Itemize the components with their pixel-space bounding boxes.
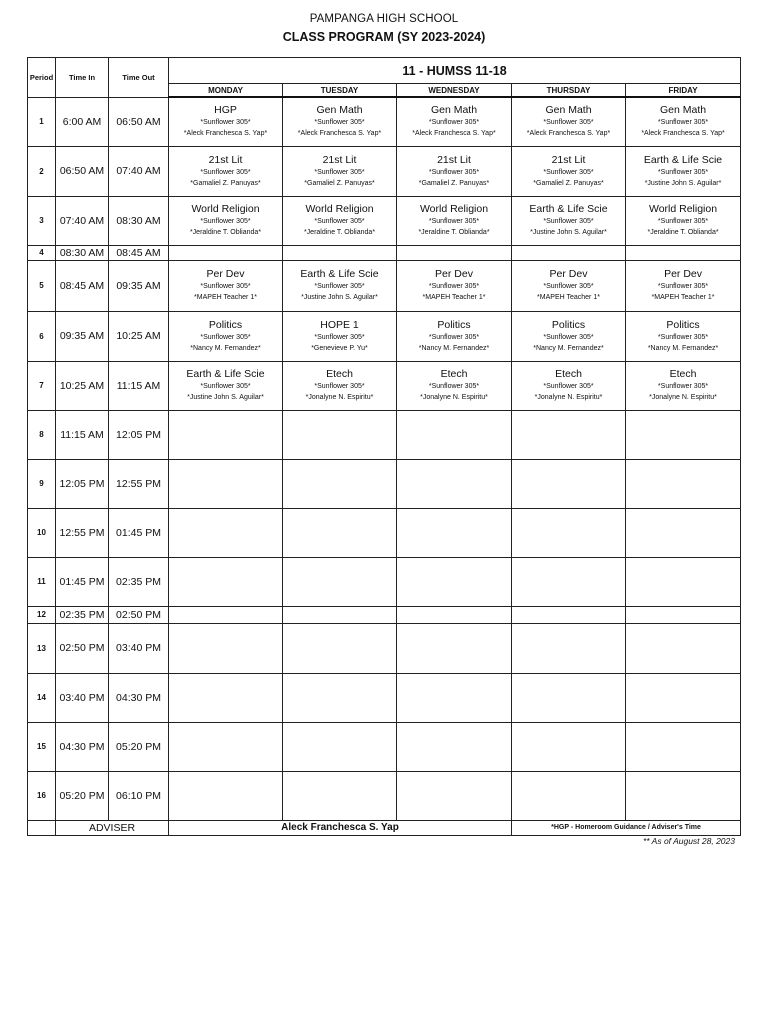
period-row: [28, 673, 741, 722]
schedule-cell-friday: [626, 508, 741, 557]
period-number: 15: [28, 722, 56, 771]
teacher-name: *Justine John S. Aguilar*: [301, 294, 378, 301]
schedule-cell-tuesday: [283, 771, 397, 820]
teacher-name: *Justine John S. Aguilar*: [187, 394, 264, 401]
subject-name: Earth & Life Scie: [643, 153, 723, 166]
schedule-cell-thursday: [512, 245, 626, 260]
schedule-cell-friday: [626, 196, 741, 245]
room-name: *Sunflower 305*: [428, 333, 480, 341]
col-header-time-in: Time In: [56, 58, 109, 98]
teacher-name: *Jonalyne N. Espiritu*: [420, 394, 488, 401]
subject-name: Gen Math: [545, 104, 592, 117]
subject-name: Gen Math: [430, 104, 478, 117]
schedule-cell-wednesday: [397, 623, 512, 673]
schedule-cell-tuesday: [283, 557, 397, 606]
period-row: [28, 557, 741, 606]
schedule-cell-wednesday: [397, 361, 512, 410]
schedule-cell-tuesday: [283, 361, 397, 410]
schedule-cell-friday: [626, 410, 741, 459]
schedule-cell-tuesday: [283, 410, 397, 459]
schedule-cell-wednesday: [397, 311, 512, 361]
period-row: [28, 245, 741, 260]
subject-name: 21st Lit: [437, 153, 471, 166]
subject-name: Per Dev: [549, 268, 588, 280]
schedule-cell-tuesday: [283, 311, 397, 361]
subject-name: Earth & Life Scie: [300, 268, 379, 280]
time-in: 02:35 PM: [56, 606, 109, 623]
subject-name: Etech: [326, 368, 353, 380]
school-name: PAMPANGA HIGH SCHOOL: [309, 13, 459, 25]
teacher-name: *MAPEH Teacher 1*: [194, 294, 257, 301]
schedule-cell-monday: [169, 459, 283, 508]
teacher-name: *Aleck Franchesca S. Yap*: [641, 130, 725, 138]
schedule-cell-wednesday: [397, 673, 512, 722]
teacher-name: *Gamaliel Z. Panuyas*: [304, 179, 375, 187]
period-number: 8: [28, 410, 56, 459]
time-out: 03:40 PM: [109, 623, 169, 673]
time-out: 06:50 AM: [109, 97, 169, 146]
room-name: *Sunflower 305*: [543, 218, 594, 225]
period-number: 2: [28, 146, 56, 196]
time-in: 05:20 PM: [56, 771, 109, 820]
schedule-cell-friday: [626, 260, 741, 311]
room-name: *Sunflower 305*: [657, 383, 709, 390]
period-number: 1: [28, 97, 56, 146]
room-name: *Sunflower 305*: [314, 168, 365, 176]
schedule-cell-monday: [169, 623, 283, 673]
period-number: 9: [28, 459, 56, 508]
adviser-blank-cell: [28, 820, 56, 835]
teacher-name: *Jeraldine T. Oblianda*: [189, 229, 262, 236]
subject-name: HOPE 1: [320, 318, 359, 331]
subject-name: HGP: [214, 104, 237, 117]
room-name: *Sunflower 305*: [543, 119, 594, 127]
schedule-cell-tuesday: [283, 146, 397, 196]
subject-name: World Religion: [419, 203, 489, 215]
room-name: *Sunflower 305*: [543, 283, 594, 290]
schedule-cell-monday: [169, 673, 283, 722]
subject-name: Politics: [437, 318, 471, 331]
adviser-row: [28, 820, 741, 835]
period-row: [28, 623, 741, 673]
schedule-cell-wednesday: [397, 245, 512, 260]
time-out: 01:45 PM: [109, 508, 169, 557]
subject-name: Etech: [440, 368, 468, 380]
time-in: 08:45 AM: [56, 260, 109, 311]
schedule-cell-thursday: [512, 260, 626, 311]
schedule-cell-friday: [626, 311, 741, 361]
subject-name: Gen Math: [316, 104, 363, 117]
time-in: 08:30 AM: [56, 245, 109, 260]
schedule-cell-tuesday: [283, 196, 397, 245]
as-of-date: ** As of August 28, 2023: [643, 836, 735, 846]
schedule-cell-thursday: [512, 410, 626, 459]
schedule-cell-thursday: [512, 623, 626, 673]
time-out: 02:50 PM: [109, 606, 169, 623]
period-row: [28, 311, 741, 361]
room-name: *Sunflower 305*: [200, 333, 251, 341]
subject-name: Politics: [208, 318, 243, 331]
teacher-name: *Justine John S. Aguilar*: [644, 179, 722, 187]
schedule-cell-friday: [626, 606, 741, 623]
time-in: 10:25 AM: [56, 361, 109, 410]
time-in: 07:40 AM: [56, 196, 109, 245]
adviser-label: ADVISER: [56, 820, 169, 835]
schedule-cell-thursday: [512, 311, 626, 361]
subject-name: World Religion: [305, 203, 374, 215]
room-name: *Sunflower 305*: [200, 119, 251, 127]
time-in: 12:05 PM: [56, 459, 109, 508]
room-name: *Sunflower 305*: [200, 218, 251, 225]
room-name: *Sunflower 305*: [657, 168, 709, 176]
period-row: [28, 196, 741, 245]
schedule-cell-monday: [169, 196, 283, 245]
schedule-cell-monday: [169, 771, 283, 820]
schedule-cell-friday: [626, 557, 741, 606]
schedule-cell-monday: [169, 361, 283, 410]
document-title: CLASS PROGRAM (SY 2023-2024): [282, 30, 486, 44]
subject-name: Etech: [669, 368, 697, 380]
schedule-cell-friday: [626, 245, 741, 260]
subject-name: 21st Lit: [208, 153, 243, 166]
period-number: 3: [28, 196, 56, 245]
schedule-cell-thursday: [512, 606, 626, 623]
room-name: *Sunflower 305*: [657, 283, 709, 290]
time-in: 09:35 AM: [56, 311, 109, 361]
period-row: [28, 508, 741, 557]
schedule-cell-thursday: [512, 557, 626, 606]
room-name: *Sunflower 305*: [657, 119, 709, 127]
teacher-name: *Aleck Franchesca S. Yap*: [526, 130, 611, 138]
period-row: [28, 722, 741, 771]
schedule-cell-friday: [626, 97, 741, 146]
teacher-name: *Gamaliel Z. Panuyas*: [418, 179, 490, 187]
period-number: 7: [28, 361, 56, 410]
subject-name: Politics: [666, 318, 700, 331]
subject-name: Politics: [551, 318, 586, 331]
period-number: 12: [28, 606, 56, 623]
schedule-cell-friday: [626, 771, 741, 820]
schedule-cell-wednesday: [397, 771, 512, 820]
room-name: *Sunflower 305*: [428, 168, 480, 176]
period-number: 16: [28, 771, 56, 820]
teacher-name: *MAPEH Teacher 1*: [537, 294, 600, 301]
room-name: *Sunflower 305*: [428, 283, 480, 290]
schedule-cell-wednesday: [397, 146, 512, 196]
time-out: 06:10 PM: [109, 771, 169, 820]
schedule-cell-wednesday: [397, 410, 512, 459]
schedule-cell-wednesday: [397, 722, 512, 771]
schedule-cell-friday: [626, 459, 741, 508]
period-row: [28, 97, 741, 146]
schedule-cell-thursday: [512, 459, 626, 508]
schedule-cell-wednesday: [397, 260, 512, 311]
room-name: *Sunflower 305*: [428, 119, 480, 127]
room-name: *Sunflower 305*: [314, 333, 365, 341]
schedule-cell-tuesday: [283, 97, 397, 146]
subject-name: Gen Math: [659, 104, 707, 117]
schedule-body: [28, 97, 741, 820]
col-header-period: Period: [28, 58, 56, 98]
subject-name: Etech: [555, 368, 582, 380]
teacher-name: *Jeraldine T. Oblianda*: [647, 229, 719, 236]
schedule-cell-friday: [626, 673, 741, 722]
schedule-cell-wednesday: [397, 606, 512, 623]
room-name: *Sunflower 305*: [314, 119, 365, 127]
room-name: *Sunflower 305*: [314, 218, 365, 225]
schedule-cell-wednesday: [397, 459, 512, 508]
time-out: 08:30 AM: [109, 196, 169, 245]
period-number: 5: [28, 260, 56, 311]
subject-name: Per Dev: [435, 268, 473, 280]
teacher-name: *Jonalyne N. Espiritu*: [534, 394, 603, 401]
period-row: [28, 771, 741, 820]
time-in: 11:15 AM: [56, 410, 109, 459]
time-out: 07:40 AM: [109, 146, 169, 196]
room-name: *Sunflower 305*: [657, 218, 709, 225]
schedule-cell-tuesday: [283, 508, 397, 557]
subject-name: Earth & Life Scie: [529, 203, 608, 215]
period-row: [28, 361, 741, 410]
schedule-cell-wednesday: [397, 196, 512, 245]
time-out: 11:15 AM: [109, 361, 169, 410]
schedule-cell-monday: [169, 606, 283, 623]
teacher-name: *Justine John S. Aguilar*: [530, 229, 607, 236]
room-name: *Sunflower 305*: [543, 168, 594, 176]
time-out: 05:20 PM: [109, 722, 169, 771]
room-name: *Sunflower 305*: [657, 333, 709, 341]
time-in: 02:50 PM: [56, 623, 109, 673]
schedule-cell-friday: [626, 361, 741, 410]
time-out: 02:35 PM: [109, 557, 169, 606]
subject-name: Per Dev: [206, 268, 245, 280]
subject-name: 21st Lit: [551, 153, 586, 166]
schedule-cell-monday: [169, 97, 283, 146]
period-number: 14: [28, 673, 56, 722]
schedule-cell-tuesday: [283, 722, 397, 771]
class-schedule-table: [27, 57, 741, 836]
room-name: *Sunflower 305*: [200, 383, 251, 390]
teacher-name: *Aleck Franchesca S. Yap*: [412, 130, 496, 138]
room-name: *Sunflower 305*: [200, 283, 251, 290]
schedule-cell-wednesday: [397, 97, 512, 146]
teacher-name: *Jeraldine T. Oblianda*: [418, 229, 490, 236]
time-in: 06:50 AM: [56, 146, 109, 196]
period-row: [28, 260, 741, 311]
day-header-wednesday: WEDNESDAY: [397, 84, 512, 98]
teacher-name: *Nancy M. Fernandez*: [533, 344, 604, 352]
time-in: 03:40 PM: [56, 673, 109, 722]
schedule-cell-monday: [169, 508, 283, 557]
day-header-thursday: THURSDAY: [512, 84, 626, 98]
schedule-cell-monday: [169, 557, 283, 606]
schedule-cell-monday: [169, 260, 283, 311]
schedule-cell-tuesday: [283, 245, 397, 260]
schedule-cell-thursday: [512, 722, 626, 771]
period-number: 4: [28, 245, 56, 260]
room-name: *Sunflower 305*: [314, 383, 365, 390]
teacher-name: *Gamaliel Z. Panuyas*: [190, 179, 261, 187]
day-header-friday: FRIDAY: [626, 84, 741, 98]
day-header-monday: MONDAY: [169, 84, 283, 98]
schedule-cell-tuesday: [283, 606, 397, 623]
schedule-cell-thursday: [512, 508, 626, 557]
period-row: [28, 606, 741, 623]
teacher-name: *Jonalyne N. Espiritu*: [649, 394, 717, 401]
time-in: 12:55 PM: [56, 508, 109, 557]
section-title: 11 - HUMSS 11-18: [169, 58, 741, 84]
schedule-cell-wednesday: [397, 508, 512, 557]
schedule-cell-friday: [626, 722, 741, 771]
subject-name: 21st Lit: [322, 153, 357, 166]
teacher-name: *Nancy M. Fernandez*: [190, 344, 261, 352]
schedule-cell-tuesday: [283, 673, 397, 722]
room-name: *Sunflower 305*: [200, 168, 251, 176]
teacher-name: *MAPEH Teacher 1*: [422, 294, 486, 301]
schedule-cell-thursday: [512, 673, 626, 722]
teacher-name: *Jeraldine T. Oblianda*: [303, 229, 376, 236]
teacher-name: *Jonalyne N. Espiritu*: [305, 394, 374, 401]
period-row: [28, 410, 741, 459]
time-out: 10:25 AM: [109, 311, 169, 361]
schedule-cell-thursday: [512, 146, 626, 196]
teacher-name: *Genevieve P. Yu*: [311, 344, 368, 352]
period-number: 6: [28, 311, 56, 361]
schedule-cell-thursday: [512, 361, 626, 410]
period-row: [28, 459, 741, 508]
schedule-cell-monday: [169, 410, 283, 459]
time-out: 08:45 AM: [109, 245, 169, 260]
time-out: 12:05 PM: [109, 410, 169, 459]
schedule-cell-friday: [626, 623, 741, 673]
schedule-cell-thursday: [512, 771, 626, 820]
schedule-cell-tuesday: [283, 459, 397, 508]
col-header-time-out: Time Out: [109, 58, 169, 98]
time-out: 09:35 AM: [109, 260, 169, 311]
hgp-note: *HGP - Homeroom Guidance / Adviser's Time: [512, 820, 741, 835]
schedule-cell-friday: [626, 146, 741, 196]
subject-name: Per Dev: [664, 268, 702, 280]
schedule-cell-monday: [169, 245, 283, 260]
period-number: 11: [28, 557, 56, 606]
teacher-name: *MAPEH Teacher 1*: [651, 294, 715, 301]
period-number: 13: [28, 623, 56, 673]
room-name: *Sunflower 305*: [543, 333, 594, 341]
teacher-name: *Aleck Franchesca S. Yap*: [297, 130, 382, 138]
schedule-cell-monday: [169, 146, 283, 196]
schedule-cell-monday: [169, 311, 283, 361]
schedule-cell-tuesday: [283, 623, 397, 673]
schedule-cell-thursday: [512, 97, 626, 146]
teacher-name: *Nancy M. Fernandez*: [647, 344, 719, 352]
teacher-name: *Nancy M. Fernandez*: [418, 344, 490, 352]
subject-name: Earth & Life Scie: [186, 368, 265, 380]
time-in: 04:30 PM: [56, 722, 109, 771]
time-in: 6:00 AM: [56, 97, 109, 146]
room-name: *Sunflower 305*: [428, 383, 480, 390]
adviser-name: Aleck Franchesca S. Yap: [169, 820, 512, 835]
subject-name: World Religion: [191, 203, 260, 215]
schedule-cell-wednesday: [397, 557, 512, 606]
teacher-name: *Aleck Franchesca S. Yap*: [183, 130, 268, 138]
time-in: 01:45 PM: [56, 557, 109, 606]
subject-name: World Religion: [648, 203, 718, 215]
teacher-name: *Gamaliel Z. Panuyas*: [533, 179, 604, 187]
day-header-tuesday: TUESDAY: [283, 84, 397, 98]
room-name: *Sunflower 305*: [543, 383, 594, 390]
time-out: 12:55 PM: [109, 459, 169, 508]
schedule-cell-monday: [169, 722, 283, 771]
schedule-cell-thursday: [512, 196, 626, 245]
room-name: *Sunflower 305*: [314, 283, 365, 290]
schedule-cell-tuesday: [283, 260, 397, 311]
room-name: *Sunflower 305*: [428, 218, 480, 225]
period-number: 10: [28, 508, 56, 557]
period-row: [28, 146, 741, 196]
time-out: 04:30 PM: [109, 673, 169, 722]
